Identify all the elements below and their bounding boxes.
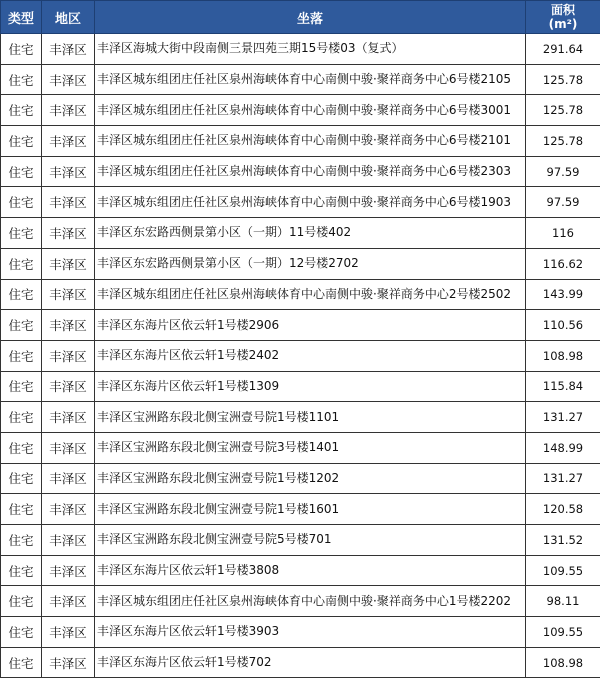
header-size-unit: (m²) xyxy=(548,17,578,31)
cell-area: 丰泽区 xyxy=(42,494,95,525)
cell-address: 丰泽区城东组团庄任社区泉州海峡体育中心南侧中骏·聚祥商务中心2号楼2502 xyxy=(95,279,526,310)
cell-size: 131.52 xyxy=(526,525,600,556)
cell-size: 108.98 xyxy=(526,647,600,678)
cell-size: 116 xyxy=(526,218,600,249)
header-type: 类型 xyxy=(1,1,42,34)
cell-area: 丰泽区 xyxy=(42,218,95,249)
cell-address: 丰泽区东海片区依云轩1号楼3903 xyxy=(95,617,526,648)
cell-area: 丰泽区 xyxy=(42,555,95,586)
cell-area: 丰泽区 xyxy=(42,126,95,157)
table-row xyxy=(1,310,600,341)
cell-type: 住宅 xyxy=(1,617,42,648)
header-row xyxy=(1,1,600,34)
cell-address: 丰泽区东海片区依云轩1号楼2402 xyxy=(95,340,526,371)
cell-type: 住宅 xyxy=(1,340,42,371)
table-row xyxy=(1,525,600,556)
table-row xyxy=(1,555,600,586)
cell-address: 丰泽区宝洲路东段北侧宝洲壹号院3号楼1401 xyxy=(95,432,526,463)
cell-address: 丰泽区宝洲路东段北侧宝洲壹号院1号楼1601 xyxy=(95,494,526,525)
cell-area: 丰泽区 xyxy=(42,310,95,341)
table-row xyxy=(1,156,600,187)
cell-size: 108.98 xyxy=(526,340,600,371)
cell-address: 丰泽区东宏路西侧景第小区（一期）11号楼402 xyxy=(95,218,526,249)
cell-address: 丰泽区城东组团庄任社区泉州海峡体育中心南侧中骏·聚祥商务中心1号楼2202 xyxy=(95,586,526,617)
cell-type: 住宅 xyxy=(1,371,42,402)
cell-area: 丰泽区 xyxy=(42,248,95,279)
cell-size: 110.56 xyxy=(526,310,600,341)
cell-area: 丰泽区 xyxy=(42,371,95,402)
cell-type: 住宅 xyxy=(1,586,42,617)
cell-address: 丰泽区东宏路西侧景第小区（一期）12号楼2702 xyxy=(95,248,526,279)
cell-area: 丰泽区 xyxy=(42,402,95,433)
cell-area: 丰泽区 xyxy=(42,187,95,218)
header-area: 地区 xyxy=(42,1,95,34)
cell-type: 住宅 xyxy=(1,126,42,157)
cell-type: 住宅 xyxy=(1,187,42,218)
table-row xyxy=(1,647,600,678)
table-row xyxy=(1,95,600,126)
cell-area: 丰泽区 xyxy=(42,617,95,648)
cell-address: 丰泽区城东组团庄任社区泉州海峡体育中心南侧中骏·聚祥商务中心6号楼3001 xyxy=(95,95,526,126)
table-row xyxy=(1,187,600,218)
cell-type: 住宅 xyxy=(1,555,42,586)
cell-type: 住宅 xyxy=(1,279,42,310)
header-size xyxy=(526,1,600,34)
cell-address: 丰泽区宝洲路东段北侧宝洲壹号院1号楼1101 xyxy=(95,402,526,433)
cell-address: 丰泽区宝洲路东段北侧宝洲壹号院1号楼1202 xyxy=(95,463,526,494)
cell-area: 丰泽区 xyxy=(42,34,95,65)
cell-type: 住宅 xyxy=(1,248,42,279)
table-row xyxy=(1,402,600,433)
cell-size: 120.58 xyxy=(526,494,600,525)
table-row xyxy=(1,279,600,310)
cell-area: 丰泽区 xyxy=(42,64,95,95)
cell-address: 丰泽区东海片区依云轩1号楼1309 xyxy=(95,371,526,402)
table-row xyxy=(1,463,600,494)
cell-address: 丰泽区东海片区依云轩1号楼3808 xyxy=(95,555,526,586)
cell-type: 住宅 xyxy=(1,95,42,126)
cell-size: 143.99 xyxy=(526,279,600,310)
header-size-label: 面积 xyxy=(550,3,575,17)
table-row xyxy=(1,586,600,617)
cell-type: 住宅 xyxy=(1,525,42,556)
cell-area: 丰泽区 xyxy=(42,340,95,371)
cell-address: 丰泽区海城大街中段南侧三景四苑三期15号楼03（复式） xyxy=(95,34,526,65)
cell-address: 丰泽区城东组团庄任社区泉州海峡体育中心南侧中骏·聚祥商务中心6号楼2105 xyxy=(95,64,526,95)
cell-area: 丰泽区 xyxy=(42,586,95,617)
cell-size: 97.59 xyxy=(526,187,600,218)
cell-size: 125.78 xyxy=(526,95,600,126)
table-row xyxy=(1,371,600,402)
cell-address: 丰泽区城东组团庄任社区泉州海峡体育中心南侧中骏·聚祥商务中心6号楼2101 xyxy=(95,126,526,157)
table-row xyxy=(1,248,600,279)
cell-size: 115.84 xyxy=(526,371,600,402)
cell-address: 丰泽区城东组团庄任社区泉州海峡体育中心南侧中骏·聚祥商务中心6号楼1903 xyxy=(95,187,526,218)
cell-size: 291.64 xyxy=(526,34,600,65)
cell-area: 丰泽区 xyxy=(42,647,95,678)
cell-address: 丰泽区宝洲路东段北侧宝洲壹号院5号楼701 xyxy=(95,525,526,556)
cell-type: 住宅 xyxy=(1,310,42,341)
cell-type: 住宅 xyxy=(1,463,42,494)
cell-size: 131.27 xyxy=(526,463,600,494)
table-row xyxy=(1,432,600,463)
cell-area: 丰泽区 xyxy=(42,432,95,463)
cell-size: 125.78 xyxy=(526,64,600,95)
cell-size: 109.55 xyxy=(526,617,600,648)
cell-area: 丰泽区 xyxy=(42,95,95,126)
cell-size: 125.78 xyxy=(526,126,600,157)
cell-size: 116.62 xyxy=(526,248,600,279)
cell-area: 丰泽区 xyxy=(42,279,95,310)
cell-address: 丰泽区东海片区依云轩1号楼2906 xyxy=(95,310,526,341)
cell-area: 丰泽区 xyxy=(42,525,95,556)
table-row xyxy=(1,494,600,525)
table-row xyxy=(1,34,600,65)
cell-area: 丰泽区 xyxy=(42,463,95,494)
cell-size: 148.99 xyxy=(526,432,600,463)
cell-address: 丰泽区东海片区依云轩1号楼702 xyxy=(95,647,526,678)
cell-size: 97.59 xyxy=(526,156,600,187)
table-row xyxy=(1,64,600,95)
cell-type: 住宅 xyxy=(1,64,42,95)
cell-size: 131.27 xyxy=(526,402,600,433)
table-row xyxy=(1,617,600,648)
cell-type: 住宅 xyxy=(1,494,42,525)
header-address: 坐落 xyxy=(95,1,526,34)
table-row xyxy=(1,340,600,371)
cell-type: 住宅 xyxy=(1,218,42,249)
cell-size: 109.55 xyxy=(526,555,600,586)
cell-area: 丰泽区 xyxy=(42,156,95,187)
cell-type: 住宅 xyxy=(1,647,42,678)
cell-size: 98.11 xyxy=(526,586,600,617)
table-row xyxy=(1,218,600,249)
cell-address: 丰泽区城东组团庄任社区泉州海峡体育中心南侧中骏·聚祥商务中心6号楼2303 xyxy=(95,156,526,187)
cell-type: 住宅 xyxy=(1,402,42,433)
cell-type: 住宅 xyxy=(1,34,42,65)
cell-type: 住宅 xyxy=(1,432,42,463)
cell-type: 住宅 xyxy=(1,156,42,187)
table-row xyxy=(1,126,600,157)
